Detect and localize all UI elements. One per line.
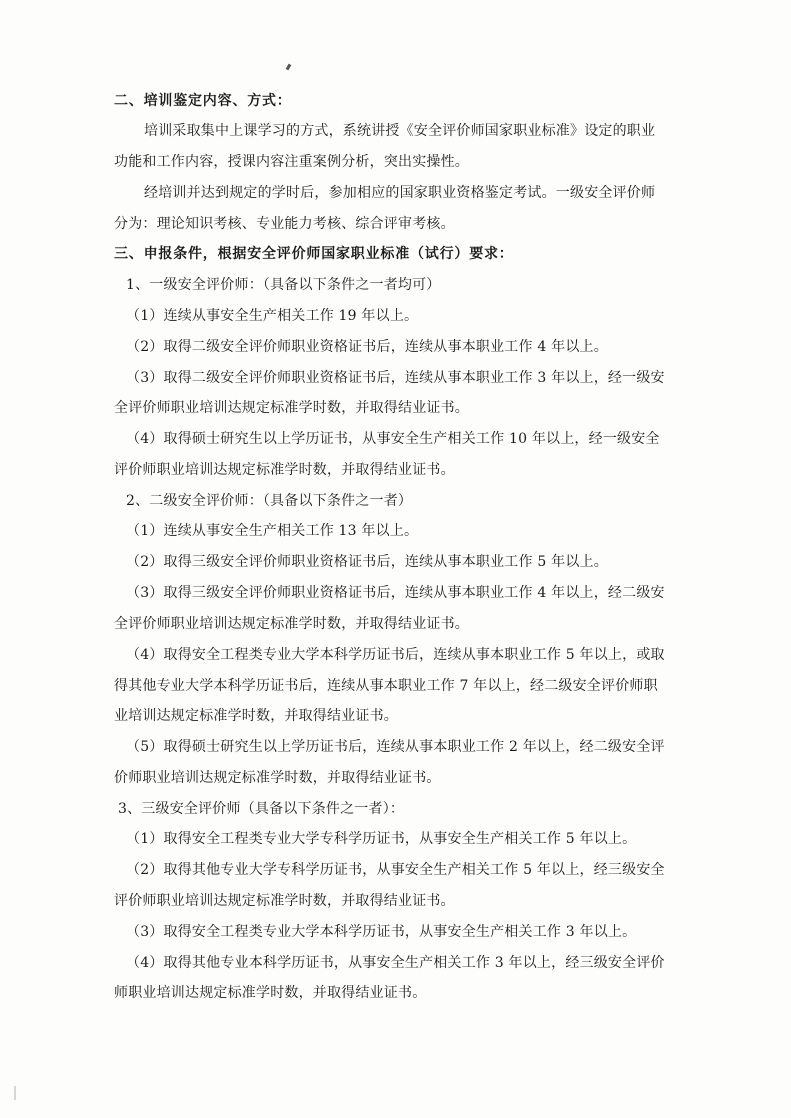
list-item: （2）取得二级安全评价师职业资格证书后，连续从事本职业工作 4 年以上。 [126, 339, 608, 355]
paragraph-line: 分为：理论知识考核、专业能力考核、综合评审考核。 [114, 216, 455, 232]
list-item: （3）取得三级安全评价师职业资格证书后，连续从事本职业工作 4 年以上，经二级安 [126, 585, 665, 601]
list-item-continued: 全评价师职业培训达规定标准学时数，并取得结业证书。 [114, 400, 469, 416]
level-title: 3、三级安全评价师（具备以下条件之一者）： [118, 801, 405, 817]
section-heading-training: 二、培训鉴定内容、方式： [114, 93, 292, 109]
list-item-continued: 师职业培训达规定标准学时数，并取得结业证书。 [114, 985, 427, 1001]
list-item-continued: 评价师职业培训达规定标准学时数，并取得结业证书。 [114, 462, 455, 478]
list-item: （3）取得二级安全评价师职业资格证书后，连续从事本职业工作 3 年以上，经一级安 [126, 370, 665, 386]
level-title: 2、二级安全评价师：（具备以下条件之一者） [126, 493, 413, 509]
scan-speck [14, 1086, 16, 1100]
list-item-continued: 价师职业培训达规定标准学时数，并取得结业证书。 [114, 770, 441, 786]
scan-mark [286, 64, 292, 71]
paragraph-line: 功能和工作内容，授课内容注重案例分析，突出实操性。 [114, 154, 469, 170]
list-item: （3）取得安全工程类专业大学本科学历证书，从事安全生产相关工作 3 年以上。 [126, 924, 637, 940]
list-item: （5）取得硕士研究生以上学历证书后，连续从事本职业工作 2 年以上，经二级安全评 [126, 739, 665, 755]
paragraph-line: 经培训并达到规定的学时后，参加相应的国家职业资格鉴定考试。一级安全评价师 [144, 185, 656, 201]
level-title: 1、一级安全评价师：（具备以下条件之一者均可） [126, 277, 441, 293]
section-heading-requirements: 三、申报条件，根据安全评价师国家职业标准（试行）要求： [114, 246, 514, 262]
list-item: （4）取得其他专业本科学历证书，从事安全生产相关工作 3 年以上，经三级安全评价 [126, 955, 665, 971]
list-item: （4）取得安全工程类专业大学本科学历证书后，连续从事本职业工作 5 年以上，或取 [126, 647, 665, 663]
paragraph-line: 培训采取集中上课学习的方式，系统讲授《安全评价师国家职业标准》设定的职业 [144, 123, 656, 139]
list-item-continued: 评价师职业培训达规定标准学时数，并取得结业证书。 [114, 893, 455, 909]
list-item: （1）取得安全工程类专业大学专科学历证书，从事安全生产相关工作 5 年以上。 [126, 831, 637, 847]
list-item-continued: 全评价师职业培训达规定标准学时数，并取得结业证书。 [114, 616, 469, 632]
list-item-continued: 得其他专业大学本科学历证书后，连续从事本职业工作 7 年以上，经二级安全评价师职 [114, 678, 658, 694]
list-item: （2）取得三级安全评价师职业资格证书后，连续从事本职业工作 5 年以上。 [126, 554, 608, 570]
list-item: （4）取得硕士研究生以上学历证书，从事安全生产相关工作 10 年以上，经一级安全 [126, 431, 660, 447]
list-item: （1）连续从事安全生产相关工作 13 年以上。 [126, 523, 419, 539]
list-item: （2）取得其他专业大学专科学历证书，从事安全生产相关工作 5 年以上，经三级安全 [126, 862, 665, 878]
list-item: （1）连续从事安全生产相关工作 19 年以上。 [126, 308, 419, 324]
list-item-continued: 业培训达规定标准学时数，并取得结业证书。 [114, 708, 398, 724]
